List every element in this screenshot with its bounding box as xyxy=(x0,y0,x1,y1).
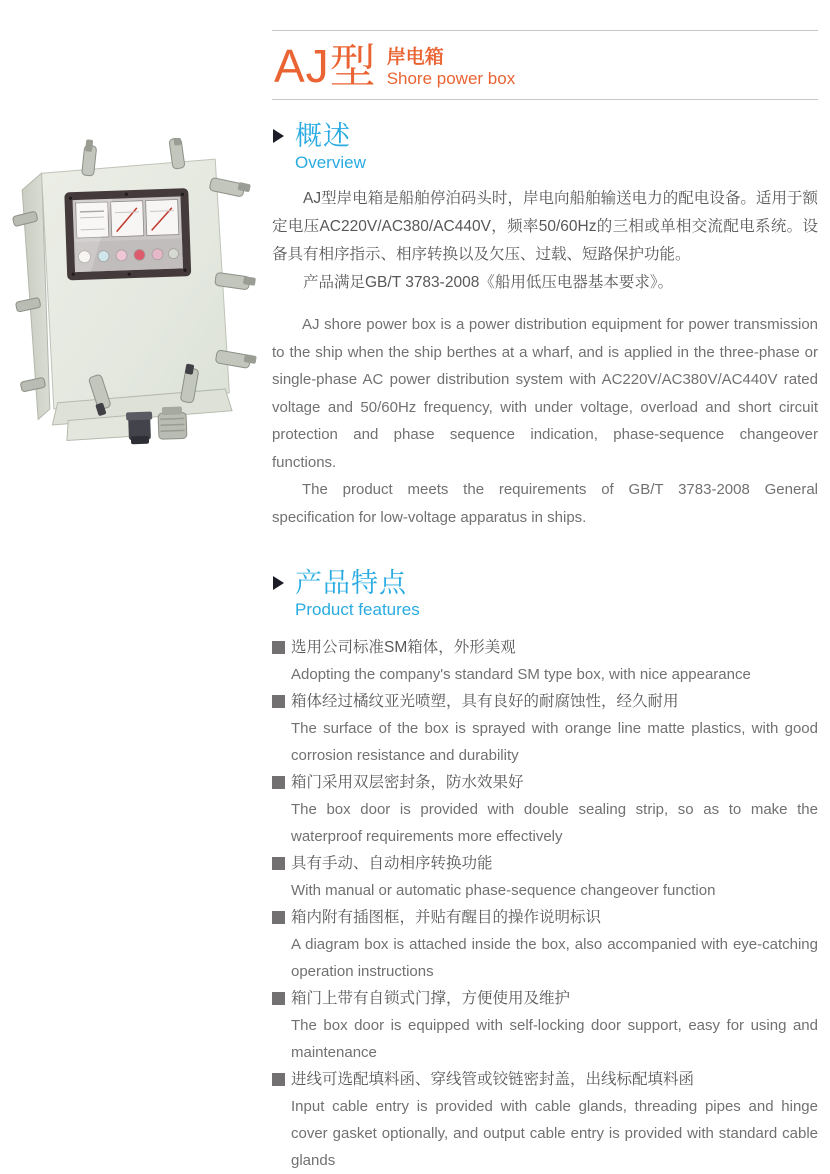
feature-title-zh: 箱门上带有自锁式门撑，方便使用及维护 xyxy=(291,990,571,1008)
feature-item xyxy=(272,850,818,904)
model-title: AJ型 xyxy=(274,40,377,93)
indicator-lamp-cyan xyxy=(98,250,109,261)
features-section-heading xyxy=(272,569,818,620)
feature-desc-en: The box door is equipped with self-locking door support, easy for using and maintenance xyxy=(291,1017,818,1062)
feature-title-zh: 具有手动、自动相序转换功能 xyxy=(291,855,493,873)
product-name-zh: 岸电箱 xyxy=(386,47,444,68)
feature-desc-en: The surface of the box is sprayed with orange line matte plastics, with good corrosion resistance and durability xyxy=(291,720,818,765)
triangle-bullet-icon xyxy=(273,576,284,590)
feature-desc-en: With manual or automatic phase-sequence changeover function xyxy=(291,882,716,900)
square-bullet-icon xyxy=(272,1073,285,1086)
header-bottom-rule xyxy=(272,99,818,100)
square-bullet-icon xyxy=(272,857,285,870)
feature-title-zh: 选用公司标准SM箱体，外形美观 xyxy=(291,639,516,657)
square-bullet-icon xyxy=(272,992,285,1005)
square-bullet-icon xyxy=(272,641,285,654)
feature-desc-en: Input cable entry is provided with cable glands, threading pipes and hinge cover gasket optionally, and output cable entry is provided with standard cable glands xyxy=(291,1098,818,1170)
feature-item xyxy=(272,904,818,985)
features-heading-en: Product features xyxy=(295,599,420,619)
overview-paragraph-zh-1: AJ型岸电箱是船舶停泊码头时，岸电向船舶输送电力的配电设备。适用于额定电压AC220V/AC380/AC440V，频率50/60Hz的三相或单相交流配电系统。设备具有相序指示、相序转换以及欠压、过载、短路保护功能。 xyxy=(272,190,818,264)
square-bullet-icon xyxy=(272,911,285,924)
feature-desc-en: A diagram box is attached inside the box, also accompanied with eye-catching operation instructions xyxy=(291,936,818,981)
indicator-lamp-rose xyxy=(152,249,163,260)
feature-item xyxy=(272,1066,818,1174)
meter-window xyxy=(64,188,191,280)
feature-desc-en: Adopting the company's standard SM type box, with nice appearance xyxy=(291,666,751,684)
square-bullet-icon xyxy=(272,776,285,789)
page-header xyxy=(272,31,818,99)
product-name-en: Shore power box xyxy=(386,68,516,88)
feature-title-zh: 箱内附有插图框，并贴有醒目的操作说明标识 xyxy=(291,909,602,927)
content-column xyxy=(272,0,818,1174)
overview-paragraph-en-1: AJ shore power box is a power distribution equipment for power transmission to the ship when the ship berthes at a wharf, and is applied in the three-phase or single-phase AC power distribution system with AC220V/AC380V/AC440V rated voltage and 50/60Hz frequency, with under voltage, overload and short circuit protection and phase sequence indication, phase-sequence changeover functions. xyxy=(272,316,818,471)
feature-title-zh: 进线可选配填料函、穿线管或铰链密封盖，出线标配填料函 xyxy=(291,1071,695,1089)
feature-title-zh: 箱门采用双层密封条，防水效果好 xyxy=(291,774,524,792)
overview-paragraph-zh-2: 产品满足GB/T 3783-2008《船用低压电器基本要求》。 xyxy=(303,274,674,292)
shore-power-box-illustration xyxy=(8,138,264,464)
indicator-lamp-pink xyxy=(116,250,127,261)
feature-item xyxy=(272,769,818,850)
product-photo xyxy=(8,138,264,464)
feature-desc-en: The box door is provided with double sealing strip, so as to make the waterproof requirements more effectively xyxy=(291,801,818,846)
overview-heading-zh: 概述 xyxy=(295,121,351,152)
feature-item xyxy=(272,688,818,769)
indicator-lamp-red xyxy=(134,249,145,260)
feature-title-zh: 箱体经过橘纹亚光喷塑，具有良好的耐腐蚀性，经久耐用 xyxy=(291,693,679,711)
overview-paragraph-en-2: The product meets the requirements of GB/T 3783-2008 General specification for low-voltage apparatus in ships. xyxy=(272,481,818,526)
indicator-lamp-grey xyxy=(168,248,178,258)
feature-item xyxy=(272,634,818,688)
overview-heading-en: Overview xyxy=(295,152,366,172)
features-list xyxy=(272,634,818,1174)
features-heading-zh: 产品特点 xyxy=(295,568,407,599)
cable-gland-dark xyxy=(126,412,153,445)
feature-item xyxy=(272,985,818,1066)
overview-section-heading xyxy=(272,122,818,173)
square-bullet-icon xyxy=(272,695,285,708)
triangle-bullet-icon xyxy=(273,129,284,143)
